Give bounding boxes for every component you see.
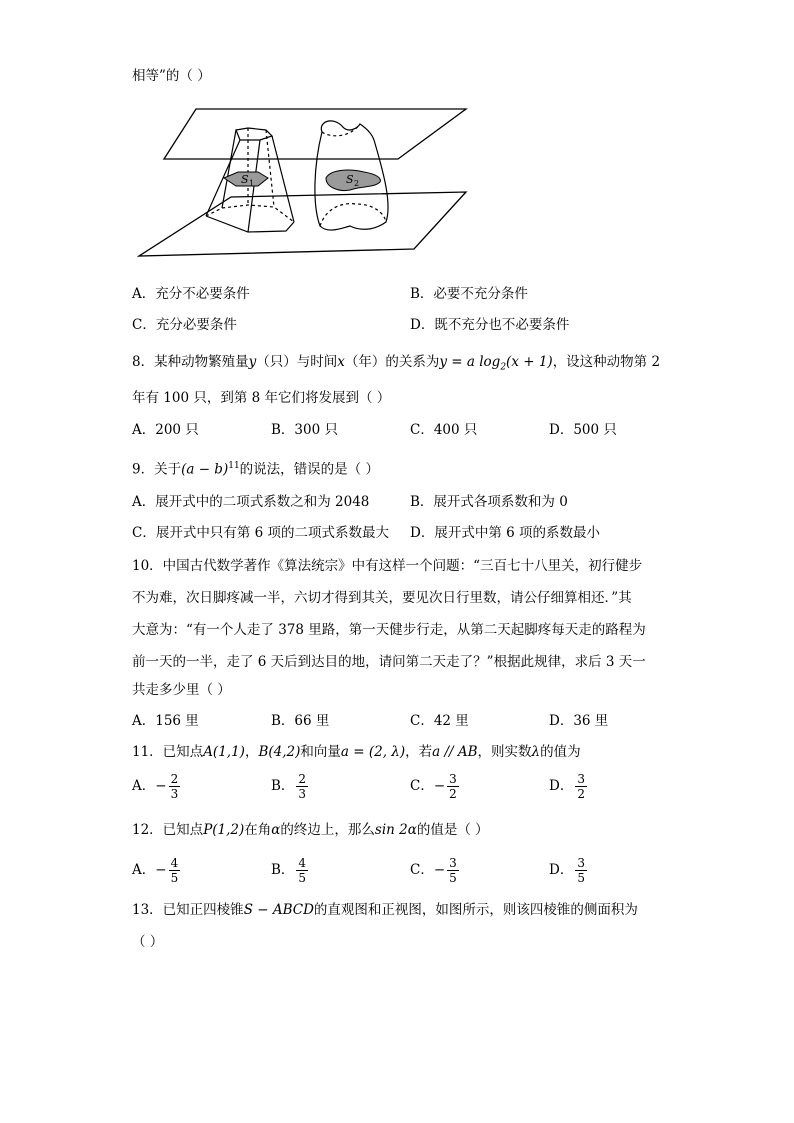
q10-option-a[interactable]: A．156 里 [132,713,199,729]
q11-option-a[interactable] [132,772,182,801]
q9-text: 9．关于 [132,461,182,478]
option-label: C． [410,862,434,878]
q7-option-c[interactable]: C．充分必要条件 [132,317,237,333]
q11-text: ，若 [405,744,433,760]
upper-plane [164,109,466,159]
q12-text: 的终边上，那么 [280,822,375,838]
q8-text: （年）的关系为 [344,354,440,370]
q11-option-c[interactable] [410,772,461,801]
q10-line-1: 10．中国古代数学著作《算法统宗》中有这样一个问题：“三百七十八里关，初行健步 [132,558,643,574]
denominator: 5 [298,871,307,885]
q8-option-c[interactable]: C．400 只 [410,422,478,438]
denominator: 3 [170,787,179,801]
q11-point-b: B(4,2) [258,744,301,760]
option-sign: − [433,778,446,794]
q13-text: 的直观图和正视图，如图所示，则该四棱锥的侧面积为 [313,902,638,918]
q11-text: 的值为 [540,744,581,760]
numerator: 4 [298,856,307,870]
q12-stem [132,820,489,840]
q13-text: 13．已知正四棱锥 [132,902,244,918]
option-fraction [169,856,181,885]
q13-stem-line2: （ ） [132,934,164,950]
option-label: B． [271,778,295,794]
q9-stem [132,456,379,480]
numerator: 2 [170,772,179,786]
numerator: 2 [298,772,307,786]
option-sign: − [155,778,167,794]
option-label: B． [271,862,295,878]
option-label: A． [132,862,156,878]
q10-line-5: 共走多少里（ ） [132,682,231,698]
q8-var-y: y [248,354,257,370]
option-fraction [447,856,459,885]
numerator: 3 [449,856,457,870]
q13-stem [132,900,638,920]
q10-line-4: 前一天的一半，走了 6 天后到达目的地，请问第二天走了？”根据此规律，求后 3 天一 [132,654,646,670]
denominator: 3 [298,787,307,801]
q12-option-b[interactable] [271,856,310,885]
q8-option-a[interactable]: A．200 只 [132,422,199,438]
q8-text: 8．某种动物繁殖量 [132,354,249,370]
q11-lambda: λ [531,744,541,760]
option-fraction [296,856,308,885]
q11-stem [132,742,581,762]
q12-text: 的值是（ ） [416,822,489,838]
label-s1: S [241,173,249,186]
denominator: 5 [170,871,179,885]
q10-option-b[interactable]: B．66 里 [271,713,330,729]
label-s2: S [346,173,354,186]
q11-option-d[interactable] [549,772,589,801]
option-label: A． [132,778,156,794]
label-s1-sub: 1 [249,179,255,188]
q7-solids-figure [136,104,476,264]
q10-line-2: 不为难，次日脚疼减一半，六切才得到其关，要见次日行里数，请公仔细算相还．”其 [132,590,632,606]
numerator: 4 [170,856,179,870]
option-label: D． [549,778,574,794]
q11-text: 和向量 [300,744,341,760]
numerator: 3 [577,856,585,870]
q13-solid: S − ABCD [243,902,314,918]
q8-stem-line1 [132,352,660,378]
q8-formula-tail: (x + 1) [506,354,553,370]
q8-text: （只）与时间 [256,354,338,370]
q12-text: 12．已知点 [132,822,204,838]
q8-var-x: x [337,354,345,370]
q10-line-3: 大意为：“有一个人走了 378 里路，第一天健步行走，从第二天起脚疼每天走的路程为 [132,622,646,638]
lower-plane [139,192,466,256]
q8-formula-main: y = a log [439,354,501,370]
option-sign: − [155,862,167,878]
q11-parallel: a // AB [432,744,478,760]
q11-option-b[interactable] [271,772,310,801]
label-s2-sub: 2 [354,179,360,188]
q9-option-a[interactable]: A．展开式中的二项式系数之和为 2048 [132,494,370,510]
q11-text: 11．已知点 [132,744,204,760]
q9-expr: (a − b) [181,461,229,478]
q10-option-d[interactable]: D．36 里 [549,713,609,729]
q11-vector: a = (2, λ) [340,744,406,760]
denominator: 2 [577,787,585,801]
q12-option-c[interactable] [410,856,461,885]
option-fraction [447,772,459,801]
q12-option-a[interactable] [132,856,182,885]
denominator: 5 [449,871,457,885]
q12-point: P(1,2) [203,822,245,838]
q11-text: ，则实数 [477,744,532,760]
q9-option-c[interactable]: C．展开式中只有第 6 项的二项式系数最大 [132,525,390,541]
option-sign: − [433,862,446,878]
q9-option-d[interactable]: D．展开式中第 6 项的系数最小 [410,525,600,541]
q7-option-d[interactable]: D．既不充分也不必要条件 [410,317,570,333]
q12-expr: sin 2α [374,822,417,838]
q8-stem-line2: 年有 100 只，到第 8 年它们将发展到（ ） [132,390,391,406]
q8-formula [439,354,553,373]
option-label: D． [549,862,574,878]
q9-text: 的说法，错误的是（ ） [239,461,379,478]
q11-point-a: A(1,1) [203,744,245,760]
q12-alpha: α [271,822,281,838]
q12-text: 在角 [244,822,272,838]
numerator: 3 [449,772,457,786]
option-fraction [296,772,308,801]
q12-option-d[interactable] [549,856,589,885]
q7-stem-tail: 相等”的（ ） [132,68,211,84]
numerator: 3 [577,772,585,786]
q8-text: ，设这种动物第 2 [552,354,661,370]
q11-text: ， [244,744,259,760]
denominator: 5 [577,871,585,885]
q7-option-b[interactable]: B．必要不充分条件 [410,286,528,302]
option-label: C． [410,778,434,794]
option-fraction [575,772,587,801]
q8-option-d[interactable]: D．500 只 [549,422,617,438]
option-fraction [169,772,181,801]
q9-exponent: 11 [228,461,240,471]
q8-option-b[interactable]: B．300 只 [271,422,338,438]
denominator: 2 [449,787,457,801]
q7-option-a[interactable]: A．充分不必要条件 [132,286,250,302]
q9-option-b[interactable]: B．展开式各项系数和为 0 [410,494,568,510]
q10-option-c[interactable]: C．42 里 [410,713,469,729]
q8-formula-base: 2 [500,362,507,373]
option-fraction [575,856,587,885]
